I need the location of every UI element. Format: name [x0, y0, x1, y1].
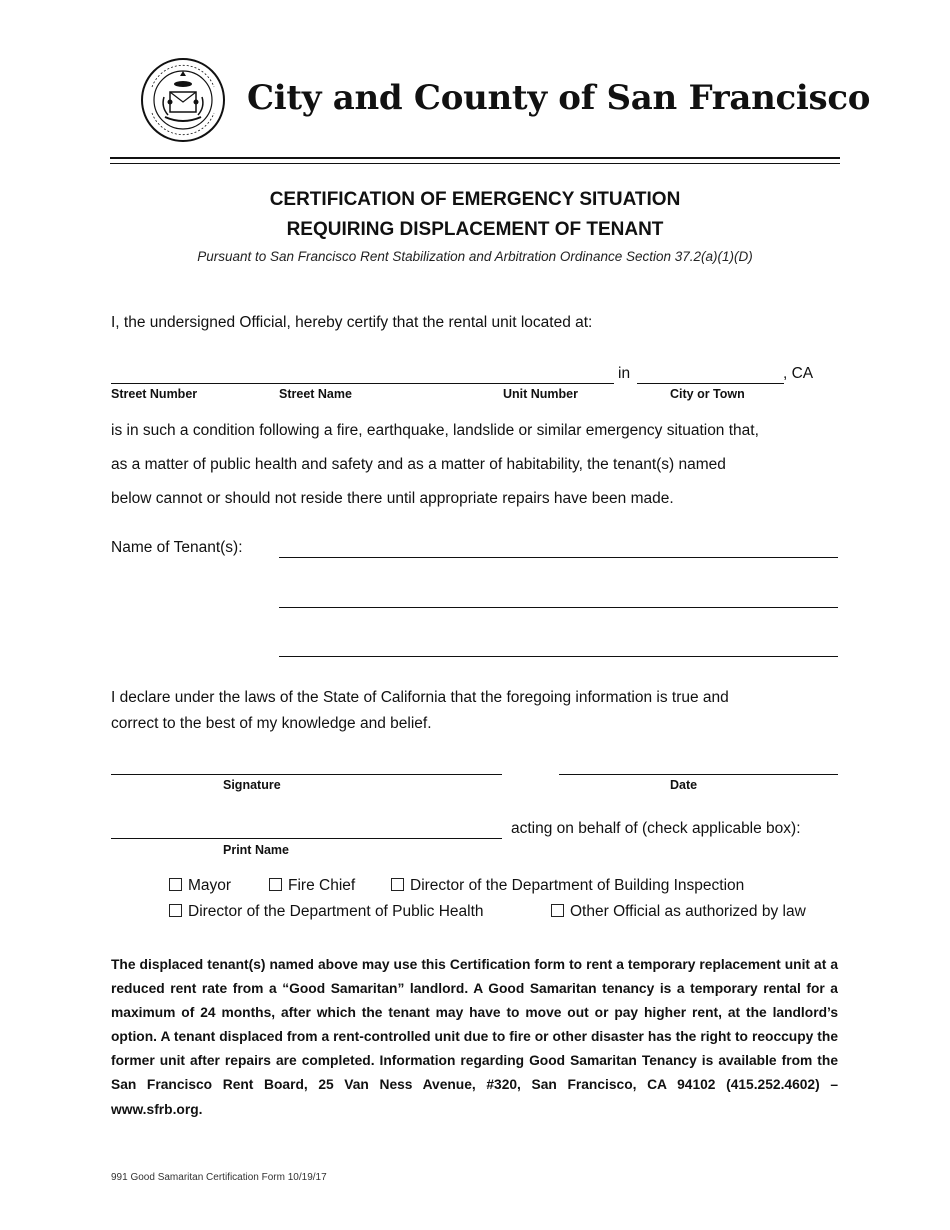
- tenant-label: Name of Tenant(s):: [111, 539, 243, 556]
- good-samaritan-notice: The displaced tenant(s) named above may use this Certification form to rent a temporary replacement unit at a reduced rent rate from a “Good Samaritan” landlord. A Good Samaritan tenancy is a temporary rental for a maximum of 24 months, after which the tenant may have to move out or pay higher rent, at the landlord’s option. A tenant displaced from a rent-controlled unit due to fire or other disaster has the right to reoccupy the former unit after repairs are completed. Information regarding Good Samaritan Tenancy is available from the San Francisco Rent Board, 25 Van Ness Avenue, #320, San Francisco, CA 94102 (415.252.4602) – www.sfrb.org.: [111, 957, 838, 1117]
- option-dbi-director[interactable]: [391, 877, 744, 895]
- street-name-caption: Street Name: [279, 387, 352, 401]
- header-title: City and County of San Francisco: [247, 78, 871, 118]
- declaration-line-2: correct to the best of my knowledge and belief.: [111, 715, 432, 732]
- option-mayor[interactable]: [169, 877, 231, 895]
- checkbox-icon[interactable]: [169, 878, 182, 891]
- city-or-town-caption: City or Town: [670, 387, 745, 401]
- date-caption: Date: [670, 778, 698, 792]
- declaration-line-1: I declare under the laws of the State of California that the foregoing information is true and: [111, 689, 729, 706]
- in-label: in: [618, 365, 631, 382]
- tenant-line-2[interactable]: [279, 607, 838, 608]
- option-mayor-label: Mayor: [188, 877, 232, 894]
- ca-label: , CA: [783, 365, 814, 382]
- address-line[interactable]: [111, 383, 614, 384]
- checkbox-icon[interactable]: [551, 904, 564, 917]
- checkbox-icon[interactable]: [391, 878, 404, 891]
- option-fire-chief[interactable]: [269, 877, 355, 895]
- form-title-line1: CERTIFICATION OF EMERGENCY SITUATION: [269, 189, 681, 210]
- option-dph-director-label: Director of the Department of Public Health: [188, 903, 484, 920]
- tenant-line-1[interactable]: [279, 557, 838, 558]
- certify-intro: I, the undersigned Official, hereby certify that the rental unit located at:: [111, 314, 593, 331]
- condition-line-2: as a matter of public health and safety and as a matter of habitability, the tenant(s) named: [111, 456, 726, 473]
- unit-number-caption: Unit Number: [503, 387, 578, 401]
- option-dph-director[interactable]: [169, 903, 484, 921]
- checkbox-icon[interactable]: [169, 904, 182, 917]
- print-name-line[interactable]: [111, 838, 502, 839]
- signature-line[interactable]: [111, 774, 502, 775]
- city-seal-logo: [140, 57, 226, 143]
- condition-line-1: is in such a condition following a fire, earthquake, landslide or similar emergency situation that,: [111, 422, 759, 439]
- form-title-line2: REQUIRING DISPLACEMENT OF TENANT: [286, 219, 664, 240]
- option-dbi-director-label: Director of the Department of Building Inspection: [410, 877, 745, 894]
- form-subtitle: Pursuant to San Francisco Rent Stabilization and Arbitration Ordinance Section 37.2(a)(1)(D): [197, 249, 753, 264]
- checkbox-icon[interactable]: [269, 878, 282, 891]
- form-footer: 991 Good Samaritan Certification Form 10/19/17: [111, 1172, 327, 1183]
- option-fire-chief-label: Fire Chief: [288, 877, 356, 894]
- acting-on-behalf-label: acting on behalf of (check applicable box):: [511, 820, 801, 837]
- date-line[interactable]: [559, 774, 838, 775]
- option-other-official-label: Other Official as authorized by law: [570, 903, 806, 920]
- condition-line-3: below cannot or should not reside there until appropriate repairs have been made.: [111, 490, 674, 507]
- signature-caption: Signature: [223, 778, 281, 792]
- print-name-caption: Print Name: [223, 843, 289, 857]
- header-rule-top: [110, 157, 840, 159]
- tenant-line-3[interactable]: [279, 656, 838, 657]
- header-rule-bottom: [110, 163, 840, 164]
- street-number-caption: Street Number: [111, 387, 198, 401]
- city-line[interactable]: [637, 383, 784, 384]
- option-other-official[interactable]: [551, 903, 806, 921]
